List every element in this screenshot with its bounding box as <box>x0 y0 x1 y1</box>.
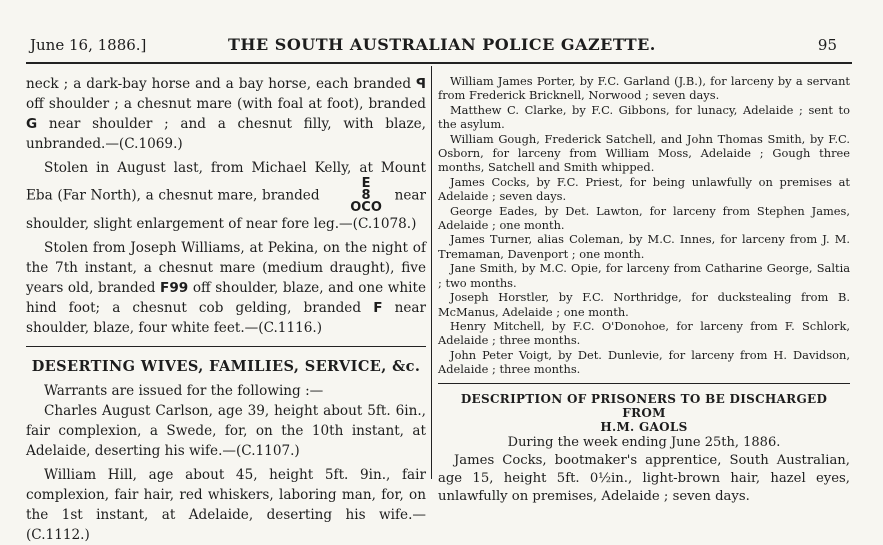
brand-mark-stack <box>332 178 382 214</box>
text-fragment: off shoulder ; a chesnut mare (with foal at foot), branded <box>26 96 426 112</box>
text-fragment: neck ; a dark-bay horse and a bay horse, each branded <box>26 76 412 92</box>
page-number: 95 <box>817 36 837 54</box>
header-rule <box>26 62 852 64</box>
brand-line: E <box>361 176 371 191</box>
discharge-section-title <box>438 392 850 434</box>
brand-line: OCO <box>350 200 382 215</box>
brand-mark: F99 <box>160 280 189 296</box>
header-date: June 16, 1886.] <box>30 36 147 54</box>
williams-paragraph <box>26 238 426 338</box>
warrant-entry: William Hill, age about 45, height 5ft. 9in., fair complexion, fair hair, red whiskers, laboring man, for, on the 1st instant, at Adelaide, deserting his wife.—(C.1112.) <box>26 467 426 543</box>
warrant-entry: Charles August Carlson, age 39, height about 5ft. 6in., fair complexion, a Swede, for, on the 10th instant, at Adelaide, deserting his wife.—(C.1107.) <box>26 403 426 459</box>
sentence-entry: William Gough, Frederick Satchell, and John Thomas Smith, by F.C. Osborn, for larceny from William Moss, Adelaide ; Gough three months, Satchell and Smith whipped. <box>438 131 850 175</box>
brand-mark: F <box>373 300 383 316</box>
week-ending: During the week ending June 25th, 1886. <box>507 434 781 450</box>
kelly-paragraph <box>26 158 426 234</box>
text-fragment: Stolen in August last, from Michael Kelly, at Mount Eba (Far North), a chesnut mare, branded <box>26 160 426 204</box>
prisoner-entry: James Cocks, bootmaker's apprentice, South Australian, age 15, height 5ft. 0½in., light-brown hair, hazel eyes, unlawfully on premises, Adelaide ; seven days. <box>438 452 850 504</box>
sentence-entry: James Turner, alias Coleman, by M.C. Innes, for larceny from J. M. Tremaman, Davenport ; one month. <box>438 232 850 261</box>
sentence-entry: Henry Mitchell, by F.C. O'Donohoe, for larceny from F. Schlork, Adelaide ; three months. <box>438 318 850 348</box>
stolen-horses-paragraph <box>26 74 426 154</box>
sentence-entry: Jane Smith, by M.C. Opie, for larceny from Catharine George, Saltia ; two months. <box>438 261 850 290</box>
brand-mark: G <box>26 116 38 132</box>
sentence-entry: Matthew C. Clarke, by F.C. Gibbons, for lunacy, Adelaide ; sent to the asylum. <box>438 102 850 132</box>
brand-line: 8 <box>361 188 371 203</box>
sentence-entry: Joseph Horstler, by F.C. Northridge, for duckstealing from B. McManus, Adelaide ; one month. <box>438 290 850 319</box>
sentence-entry: John Peter Voigt, by Det. Dunlevie, for larceny from H. Davidson, Adelaide ; three months. <box>438 347 850 377</box>
text-fragment: near shoulder, slight enlargement of near fore leg.—(C.1078.) <box>26 187 427 232</box>
discharge-title-line: H.M. GAOLS <box>600 419 688 434</box>
deserting-section-title: DESERTING WIVES, FAMILIES, SERVICE, &c. <box>31 358 421 375</box>
sentence-entry: William James Porter, by F.C. Garland (J.B.), for larceny by a servant from Frederick Bricknell, Norwood ; seven days. <box>438 74 850 103</box>
text-fragment: near shoulder ; and a chesnut filly, with blaze, unbranded.—(C.1069.) <box>26 116 426 152</box>
brand-mark: ꟼ <box>416 76 427 92</box>
text-fragment: Stolen from Joseph Williams, at Pekina, on the night of the 7th instant, a chesnut mare (medium draught), five years old, branded <box>26 240 426 296</box>
sentence-entry: George Eades, by Det. Lawton, for larceny from Stephen James, Adelaide ; one month. <box>438 203 850 233</box>
discharge-title-line: DESCRIPTION OF PRISONERS TO BE DISCHARGED FROM <box>460 391 828 420</box>
header-title: THE SOUTH AUSTRALIAN POLICE GAZETTE. <box>228 35 656 54</box>
page-header <box>0 0 883 64</box>
column-divider <box>431 66 432 479</box>
right-column <box>438 74 850 506</box>
section-divider <box>438 383 850 384</box>
left-column <box>26 74 426 545</box>
text-fragment: near shoulder, blaze, four white feet.—(C.1116.) <box>26 300 427 336</box>
warrants-intro: Warrants are issued for the following :— <box>44 383 324 399</box>
section-divider <box>26 346 426 347</box>
sentence-entry: James Cocks, by F.C. Priest, for being unlawfully on premises at Adelaide ; seven days. <box>438 174 850 204</box>
text-fragment: off shoulder, blaze, and one white hind foot; a chesnut cob gelding, branded <box>26 280 426 316</box>
